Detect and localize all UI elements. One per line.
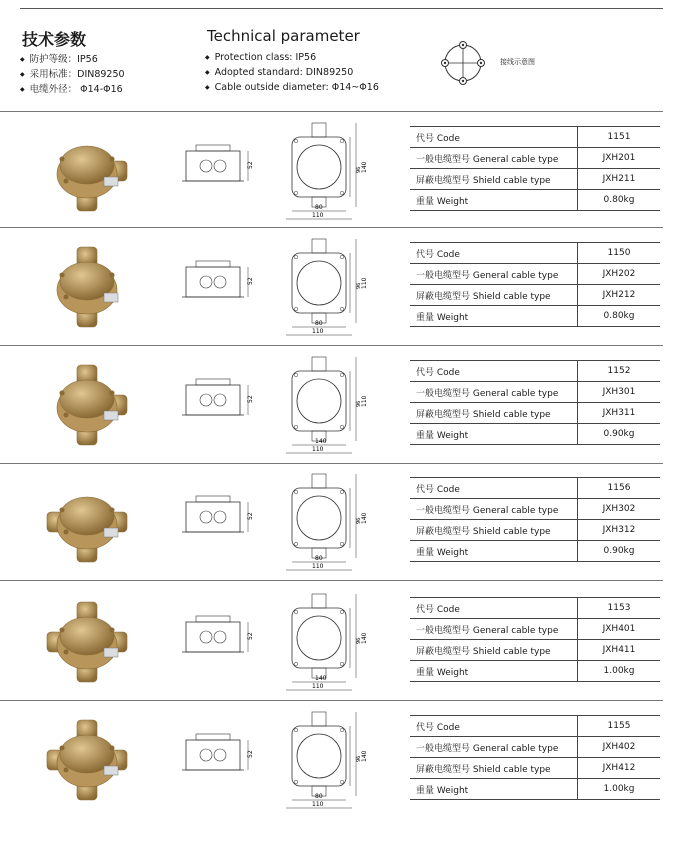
front-dim-total-label: 110 bbox=[312, 801, 324, 808]
spec-value: 1155 bbox=[578, 716, 661, 737]
product-section bbox=[0, 706, 683, 823]
wiring-diagram bbox=[438, 38, 488, 88]
spec-row-code bbox=[410, 598, 660, 619]
product-section bbox=[0, 117, 683, 234]
spec-row-general-cable bbox=[410, 382, 660, 403]
cn-spec-diameter: ◆ 电缆外径： Φ14-Φ16 bbox=[20, 82, 125, 97]
front-dim-width-label: 80 bbox=[315, 320, 323, 327]
front-dim-width-label: 80 bbox=[315, 793, 323, 800]
spec-row-code bbox=[410, 478, 660, 499]
spec-value: 1150 bbox=[578, 243, 661, 264]
spec-row-code bbox=[410, 716, 660, 737]
spec-value: 1156 bbox=[578, 478, 661, 499]
product-section bbox=[0, 588, 683, 705]
wiring-diagram-label: 接线示意图 bbox=[500, 58, 535, 66]
spec-row-shield-cable bbox=[410, 520, 660, 541]
spec-table bbox=[410, 597, 660, 682]
front-dim-width-label: 140 bbox=[315, 438, 327, 445]
spec-row-general-cable bbox=[410, 264, 660, 285]
spec-row-code bbox=[410, 243, 660, 264]
front-dim-inner-label: 96 bbox=[356, 400, 362, 407]
front-dim-total-label: 110 bbox=[312, 212, 324, 219]
en-spec-protection: ◆ Protection class: IP56 bbox=[205, 50, 379, 65]
spec-label: 重量 Weight bbox=[410, 541, 578, 562]
front-dim-height-label: 140 bbox=[361, 750, 368, 762]
front-dim-inner-label: 96 bbox=[356, 637, 362, 644]
spec-row-shield-cable bbox=[410, 169, 660, 190]
cn-spec-protection: ◆ 防护等级：IP56 bbox=[20, 52, 125, 67]
front-dim-height-label: 140 bbox=[361, 161, 368, 173]
spec-row-shield-cable bbox=[410, 403, 660, 424]
spec-row-general-cable bbox=[410, 737, 660, 758]
spec-row-general-cable bbox=[410, 619, 660, 640]
en-title: Technical parameter bbox=[207, 27, 360, 45]
spec-value: 1.00kg bbox=[578, 779, 661, 800]
front-dim-inner-label: 96 bbox=[356, 517, 362, 524]
spec-label: 一般电缆型号 General cable type bbox=[410, 737, 578, 758]
spec-row-weight bbox=[410, 190, 660, 211]
spec-table bbox=[410, 126, 660, 211]
spec-label: 重量 Weight bbox=[410, 306, 578, 327]
top-rule bbox=[20, 8, 663, 9]
spec-row-weight bbox=[410, 424, 660, 445]
spec-value: JXH401 bbox=[578, 619, 661, 640]
front-dim-total-label: 110 bbox=[312, 328, 324, 335]
front-dim-height-label: 110 bbox=[361, 277, 368, 289]
product-section bbox=[0, 468, 683, 585]
spec-label: 一般电缆型号 General cable type bbox=[410, 382, 578, 403]
spec-row-weight bbox=[410, 779, 660, 800]
spec-label: 代号 Code bbox=[410, 243, 578, 264]
spec-label: 屏蔽电缆型号 Shield cable type bbox=[410, 403, 578, 424]
spec-row-general-cable bbox=[410, 499, 660, 520]
spec-label: 代号 Code bbox=[410, 716, 578, 737]
spec-row-shield-cable bbox=[410, 285, 660, 306]
spec-row-shield-cable bbox=[410, 640, 660, 661]
side-dim-label: 52 bbox=[247, 632, 254, 640]
spec-value: 0.90kg bbox=[578, 424, 661, 445]
front-dim-total-label: 110 bbox=[312, 446, 324, 453]
product-photo bbox=[32, 119, 142, 219]
spec-label: 一般电缆型号 General cable type bbox=[410, 619, 578, 640]
en-spec-diameter: ◆ Cable outside diameter: Φ14~Φ16 bbox=[205, 80, 379, 95]
spec-value: JXH211 bbox=[578, 169, 661, 190]
spec-row-weight bbox=[410, 541, 660, 562]
spec-label: 屏蔽电缆型号 Shield cable type bbox=[410, 285, 578, 306]
spec-label: 代号 Code bbox=[410, 127, 578, 148]
spec-label: 重量 Weight bbox=[410, 779, 578, 800]
cn-spec-standard: ◆ 采用标准：DIN89250 bbox=[20, 67, 125, 82]
spec-label: 屏蔽电缆型号 Shield cable type bbox=[410, 520, 578, 541]
side-view-drawing bbox=[172, 137, 260, 197]
side-view-drawing bbox=[172, 488, 260, 548]
spec-label: 一般电缆型号 General cable type bbox=[410, 499, 578, 520]
spec-row-code bbox=[410, 361, 660, 382]
front-dim-inner-label: 96 bbox=[356, 166, 362, 173]
spec-label: 代号 Code bbox=[410, 598, 578, 619]
front-dim-inner-label: 96 bbox=[356, 282, 362, 289]
spec-value: JXH402 bbox=[578, 737, 661, 758]
spec-label: 屏蔽电缆型号 Shield cable type bbox=[410, 640, 578, 661]
spec-label: 一般电缆型号 General cable type bbox=[410, 264, 578, 285]
side-view-drawing bbox=[172, 726, 260, 786]
spec-row-weight bbox=[410, 306, 660, 327]
front-view-drawing bbox=[270, 351, 378, 459]
side-dim-label: 52 bbox=[247, 512, 254, 520]
front-view-drawing bbox=[270, 706, 378, 814]
spec-value: 1152 bbox=[578, 361, 661, 382]
front-dim-width-label: 140 bbox=[315, 675, 327, 682]
spec-value: 0.80kg bbox=[578, 190, 661, 211]
front-view-drawing bbox=[270, 468, 378, 576]
side-dim-label: 52 bbox=[247, 277, 254, 285]
side-view-drawing bbox=[172, 371, 260, 431]
front-dim-total-label: 110 bbox=[312, 563, 324, 570]
spec-value: 0.90kg bbox=[578, 541, 661, 562]
front-dim-height-label: 140 bbox=[361, 632, 368, 644]
side-view-drawing bbox=[172, 253, 260, 313]
front-dim-total-label: 110 bbox=[312, 683, 324, 690]
spec-row-code bbox=[410, 127, 660, 148]
product-photo bbox=[32, 590, 142, 690]
spec-value: 1153 bbox=[578, 598, 661, 619]
spec-table bbox=[410, 360, 660, 445]
product-section bbox=[0, 233, 683, 350]
product-photo bbox=[32, 470, 142, 570]
spec-table bbox=[410, 477, 660, 562]
spec-row-general-cable bbox=[410, 148, 660, 169]
spec-value: JXH301 bbox=[578, 382, 661, 403]
spec-value: JXH202 bbox=[578, 264, 661, 285]
section-divider bbox=[0, 111, 663, 112]
cn-spec-list bbox=[20, 52, 125, 97]
spec-table bbox=[410, 715, 660, 800]
product-photo bbox=[32, 708, 142, 808]
spec-value: JXH212 bbox=[578, 285, 661, 306]
front-dim-height-label: 140 bbox=[361, 512, 368, 524]
front-view-drawing bbox=[270, 233, 378, 341]
front-dim-height-label: 110 bbox=[361, 395, 368, 407]
spec-value: 0.80kg bbox=[578, 306, 661, 327]
spec-row-weight bbox=[410, 661, 660, 682]
spec-value: JXH302 bbox=[578, 499, 661, 520]
spec-label: 重量 Weight bbox=[410, 424, 578, 445]
spec-value: JXH201 bbox=[578, 148, 661, 169]
spec-label: 重量 Weight bbox=[410, 661, 578, 682]
cn-title: 技术参数 bbox=[22, 30, 87, 49]
spec-label: 屏蔽电缆型号 Shield cable type bbox=[410, 758, 578, 779]
side-dim-label: 52 bbox=[247, 750, 254, 758]
spec-value: JXH311 bbox=[578, 403, 661, 424]
product-photo bbox=[32, 353, 142, 453]
spec-label: 一般电缆型号 General cable type bbox=[410, 148, 578, 169]
product-section bbox=[0, 351, 683, 468]
en-spec-standard: ◆ Adopted standard: DIN89250 bbox=[205, 65, 379, 80]
spec-label: 重量 Weight bbox=[410, 190, 578, 211]
spec-row-shield-cable bbox=[410, 758, 660, 779]
spec-value: 1.00kg bbox=[578, 661, 661, 682]
spec-value: JXH412 bbox=[578, 758, 661, 779]
spec-label: 代号 Code bbox=[410, 361, 578, 382]
front-view-drawing bbox=[270, 588, 378, 696]
side-dim-label: 52 bbox=[247, 395, 254, 403]
product-photo bbox=[32, 235, 142, 335]
spec-table bbox=[410, 242, 660, 327]
spec-label: 屏蔽电缆型号 Shield cable type bbox=[410, 169, 578, 190]
en-spec-list bbox=[205, 50, 379, 95]
spec-value: JXH411 bbox=[578, 640, 661, 661]
spec-value: 1151 bbox=[578, 127, 661, 148]
side-dim-label: 52 bbox=[247, 161, 254, 169]
front-dim-inner-label: 96 bbox=[356, 755, 362, 762]
front-dim-width-label: 80 bbox=[315, 555, 323, 562]
spec-label: 代号 Code bbox=[410, 478, 578, 499]
side-view-drawing bbox=[172, 608, 260, 668]
front-view-drawing bbox=[270, 117, 378, 225]
spec-value: JXH312 bbox=[578, 520, 661, 541]
front-dim-width-label: 80 bbox=[315, 204, 323, 211]
